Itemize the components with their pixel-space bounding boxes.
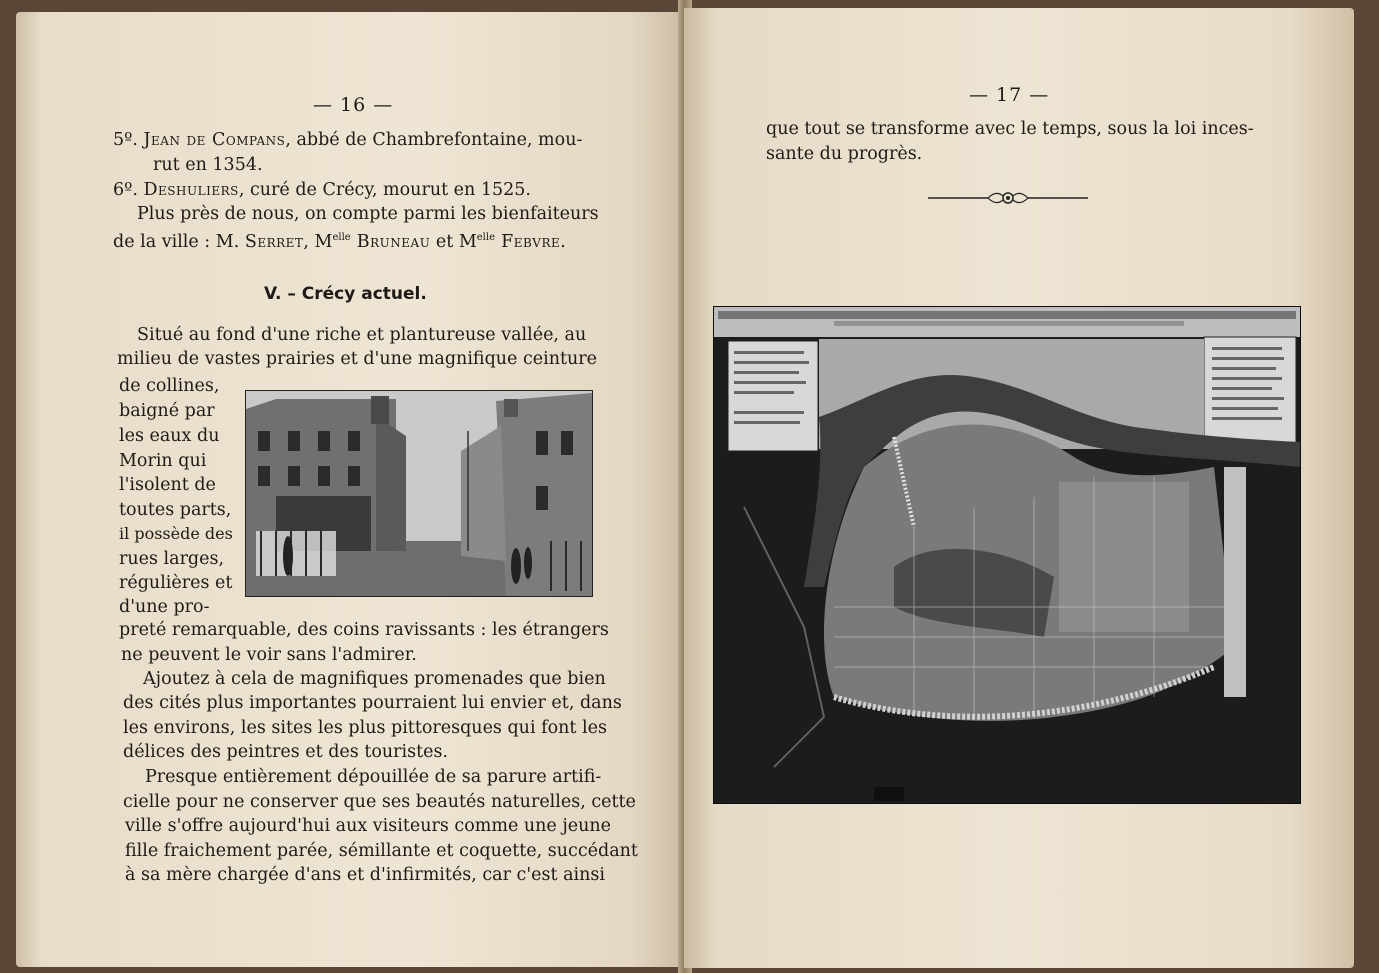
town-map-drawing <box>714 307 1300 803</box>
para2-line-1: Ajoutez à cela de magnifiques promenades que bien <box>143 669 606 689</box>
para3-line-3: ville s'offre aujourd'hui aux visiteurs comme une jeune <box>125 816 612 836</box>
page-number-17: — 17 — <box>969 84 1050 106</box>
para2-line-2: des cités plus importantes pourraient lui envier et, dans <box>123 693 622 713</box>
para1-line-2: milieu de vastes prairies et d'une magnifique ceinture <box>117 349 598 369</box>
page-number-16: — 16 — <box>313 94 394 116</box>
para1-narrow-4: Morin qui <box>119 451 207 471</box>
entry-5: 5º. Jean de Compans, abbé de Chambrefontaine, mou- <box>113 130 583 150</box>
para1-narrow-10: d'une pro- <box>119 597 210 617</box>
street-photo <box>245 390 593 597</box>
para1-line-1: Situé au fond d'une riche et plantureuse vallée, au <box>137 325 587 345</box>
section-heading: V. – Crécy actuel. <box>264 284 427 304</box>
para1-narrow-7: il possède des <box>119 524 233 543</box>
town-map <box>713 306 1301 804</box>
ornament-rule <box>928 186 1088 210</box>
para3-line-4: fille fraichement parée, sémillante et coquette, succédant <box>125 841 638 861</box>
para3-line-1: Presque entièrement dépouillée de sa parure artifi- <box>145 767 602 787</box>
entry-5-cont: rut en 1354. <box>153 155 263 175</box>
para1-narrow-6: toutes parts, <box>119 500 232 520</box>
right-line-1: que tout se transforme avec le temps, sous la loi inces- <box>766 119 1254 139</box>
para1-narrow-5: l'isolent de <box>119 475 216 495</box>
para1-end-1: preté remarquable, des coins ravissants : les étrangers <box>119 620 609 640</box>
para1-narrow-8: rues larges, <box>119 549 225 569</box>
para1-end-2: ne peuvent le voir sans l'admirer. <box>121 645 417 665</box>
para1-narrow-1: de collines, <box>119 376 220 396</box>
para1-narrow-9: régulières et <box>119 573 233 593</box>
para3-line-5: à sa mère chargée d'ans et d'infirmités, car c'est ainsi <box>125 865 605 885</box>
para1-narrow-2: baigné par <box>119 401 215 421</box>
para1-narrow-3: les eaux du <box>119 426 220 446</box>
intro-line-2: de la ville : M. Serret, $M^{elle}$ Bruneau et $M^{elle}$ Febvre. <box>113 231 566 252</box>
entry-6: 6º. Deshuliers, curé de Crécy, mourut en 1525. <box>113 180 531 200</box>
street-photo-drawing <box>246 391 592 596</box>
para2-line-4: délices des peintres et des touristes. <box>123 742 449 762</box>
para3-line-2: cielle pour ne conserver que ses beautés naturelles, cette <box>123 792 636 812</box>
right-line-2: sante du progrès. <box>766 144 923 164</box>
intro-line-1: Plus près de nous, on compte parmi les bienfaiteurs <box>137 204 599 224</box>
para2-line-3: les environs, les sites les plus pittoresques qui font les <box>123 718 607 738</box>
